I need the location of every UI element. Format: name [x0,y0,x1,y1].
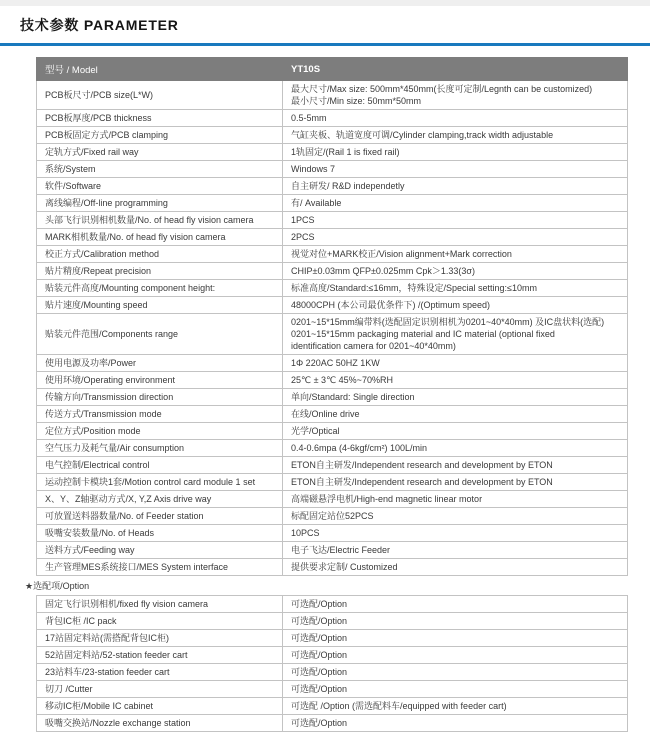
param-label-cell: 贴装元件范围/Components range [37,314,283,355]
param-value-line: ETON自主研发/Independent research and development by ETON [291,460,553,470]
table-row [37,355,628,372]
param-value-cell [283,423,628,440]
param-value-line: 标准高度/Standard:≤16mm，特殊设定/Special setting:≤10mm [291,283,537,293]
param-value-cell [283,559,628,576]
param-value-cell [283,508,628,525]
param-label-cell: 电气控制/Electrical control [37,457,283,474]
param-label-cell: 传送方式/Transmission mode [37,406,283,423]
param-label-cell: 使用电源及功率/Power [37,355,283,372]
param-value-cell [283,440,628,457]
param-value-cell [283,525,628,542]
table-row [37,664,628,681]
table-row [37,246,628,263]
param-label-cell: PCB板尺寸/PCB size(L*W) [37,81,283,110]
param-value-line: 2PCS [291,232,315,242]
table-row [37,525,628,542]
param-value-line: 可选配/Option [291,718,348,728]
param-value-line: 1轨固定/(Rail 1 is fixed rail) [291,147,400,157]
param-label-cell: 生产管理MES系统接口/MES System interface [37,559,283,576]
param-value-cell [283,355,628,372]
table-row [37,280,628,297]
param-label-cell: PCB板厚度/PCB thickness [37,110,283,127]
param-label-cell: 移动IC柜/Mobile IC cabinet [37,698,283,715]
param-value-line: 电子飞达/Electric Feeder [291,545,391,555]
param-value-line: 最小尺寸/Min size: 50mm*50mm [291,96,422,106]
option-section-label: ★选配项/Option [25,581,90,591]
param-value-line: 0201~15*15mm编带料(选配固定识别相机为0201~40*40mm) 及IC盘状料(选配) [291,317,605,327]
param-value-line: 0.4-0.6mpa (4-6kgf/cm²) 100L/min [291,443,428,453]
table-row [37,542,628,559]
param-label-cell: MARK相机数量/No. of head fly vision camera [37,229,283,246]
param-value-cell [283,263,628,280]
parameter-table-head [37,58,628,81]
param-value-cell [283,715,628,732]
model-header-value: YT10S [283,58,628,81]
title-underline [0,43,650,46]
param-label-cell: 传输方向/Transmission direction [37,389,283,406]
table-row [37,127,628,144]
param-value-cell [283,474,628,491]
param-value-cell [283,389,628,406]
param-value-line: 气缸夹板、轨道宽度可调/Cylinder clamping,track width adjustable [291,130,554,140]
param-label-cell: 定位方式/Position mode [37,423,283,440]
table-row [37,630,628,647]
param-value-line: 可选配/Option [291,633,348,643]
table-row [37,423,628,440]
table-row [37,474,628,491]
param-value-line: 可选配/Option [291,684,348,694]
top-edge-strip [0,0,650,6]
table-row [37,195,628,212]
param-label-cell: 使用环境/Operating environment [37,372,283,389]
param-value-cell [283,161,628,178]
model-header-label: 型号 / Model [37,58,283,81]
param-value-line: 可选配/Option [291,650,348,660]
param-value-line: 视觉对位+MARK校正/Vision alignment+Mark correction [291,249,512,259]
param-label-cell: 背包IC柜 /IC pack [37,613,283,630]
param-label-cell: 运动控制卡模块1套/Motion control card module 1 set [37,474,283,491]
param-value-cell [283,81,628,110]
table-row [37,144,628,161]
table-header-row [37,58,628,81]
parameter-table [36,57,628,576]
param-label-cell: 贴片精度/Repeat precision [37,263,283,280]
table-row [37,681,628,698]
param-value-cell [283,229,628,246]
param-value-line: 25℃ ± 3℃ 45%~70%RH [291,375,393,385]
table-row [37,212,628,229]
param-value-cell [283,457,628,474]
param-label-cell: 固定飞行识别相机/fixed fly vision camera [37,596,283,613]
param-value-line: ETON自主研发/Independent research and development by ETON [291,477,553,487]
param-value-cell [283,647,628,664]
param-label-cell: 离线编程/Off-line programming [37,195,283,212]
param-label-cell: 校正方式/Calibration method [37,246,283,263]
param-label-cell: 送料方式/Feeding way [37,542,283,559]
table-row [37,698,628,715]
param-value-line: 自主研发/ R&D independetly [291,181,405,191]
param-value-line: Windows 7 [291,164,336,174]
param-value-line: 1PCS [291,215,315,225]
table-row [37,81,628,110]
param-value-line: 在线/Online drive [291,409,360,419]
table-row [37,457,628,474]
table-row [37,110,628,127]
param-label-cell: X、Y、Z轴驱动方式/X, Y,Z Axis drive way [37,491,283,508]
param-label-cell: 空气压力及耗气量/Air consumption [37,440,283,457]
option-rows [37,596,628,732]
table-row [37,596,628,613]
param-label-cell: 系统/System [37,161,283,178]
param-value-cell [283,246,628,263]
table-row [37,491,628,508]
param-value-cell [283,406,628,423]
param-value-line: 可选配/Option [291,667,348,677]
param-value-line: 可选配/Option [291,616,348,626]
param-value-cell [283,681,628,698]
param-value-line: 最大尺寸/Max size: 500mm*450mm(长度可定制/Legnth can be customized) [291,84,593,94]
param-value-line: CHIP±0.03mm QFP±0.025mm Cpk＞1.33(3σ) [291,266,475,276]
param-value-cell [283,613,628,630]
table-row [37,715,628,732]
param-value-line: 有/ Available [291,198,342,208]
param-value-cell [283,195,628,212]
param-label-cell: 17站固定料站(需搭配背包IC柜) [37,630,283,647]
table-row [37,440,628,457]
param-label-cell: 头部飞行识别相机数量/No. of head fly vision camera [37,212,283,229]
param-value-cell [283,630,628,647]
param-value-line: 高端磁悬浮电机/High-end magnetic linear motor [291,494,483,504]
param-value-cell [283,372,628,389]
param-value-line: 1Φ 220AC 50HZ 1KW [291,358,380,368]
table-row [37,314,628,355]
param-value-cell [283,596,628,613]
table-row [37,406,628,423]
table-row [37,647,628,664]
param-label-cell: 可放置送料器数量/No. of Feeder station [37,508,283,525]
param-value-cell [283,314,628,355]
table-row [37,263,628,280]
param-value-cell [283,144,628,161]
param-label-cell: 贴片速度/Mounting speed [37,297,283,314]
option-table [36,595,628,732]
param-value-line: 光学/Optical [291,426,340,436]
table-row [37,161,628,178]
param-value-cell [283,280,628,297]
param-label-cell: 23站料车/23-station feeder cart [37,664,283,681]
table-row [37,559,628,576]
param-value-cell [283,127,628,144]
page-title: 技术参数 PARAMETER [20,17,179,33]
param-label-cell: 软件/Software [37,178,283,195]
param-value-cell [283,212,628,229]
table-row [37,613,628,630]
param-label-cell: 吸嘴交换站/Nozzle exchange station [37,715,283,732]
param-value-line: identification camera for 0201~40*40mm) [291,341,456,351]
param-value-cell [283,491,628,508]
parameter-table-container [36,57,650,576]
param-value-cell [283,297,628,314]
param-value-line: 0201~15*15mm packaging material and IC material (optional fixed [291,329,555,339]
param-value-line: 标配固定站位52PCS [291,511,374,521]
param-value-line: 10PCS [291,528,320,538]
table-row [37,508,628,525]
param-value-line: 48000CPH (本公司最优条件下) /(Optimum speed) [291,300,491,310]
table-row [37,229,628,246]
param-value-line: 单向/Standard: Single direction [291,392,415,402]
param-label-cell: 定轨方式/Fixed rail way [37,144,283,161]
param-value-line: 可选配/Option [291,599,348,609]
param-label-cell: 贴装元件高度/Mounting component height: [37,280,283,297]
param-value-line: 提供要求定制/ Customized [291,562,398,572]
param-label-cell: PCB板固定方式/PCB clamping [37,127,283,144]
table-row [37,178,628,195]
param-value-cell [283,542,628,559]
parameter-rows [37,81,628,576]
param-value-line: 0.5-5mm [291,113,327,123]
param-label-cell: 吸嘴安装数量/No. of Heads [37,525,283,542]
table-row [37,372,628,389]
table-row [37,297,628,314]
param-value-cell [283,178,628,195]
param-label-cell: 切刀 /Cutter [37,681,283,698]
option-table-container [36,595,650,732]
param-value-cell [283,664,628,681]
param-label-cell: 52站固定料站/52-station feeder cart [37,647,283,664]
param-value-cell [283,110,628,127]
param-value-cell [283,698,628,715]
param-value-line: 可选配 /Option (需选配料车/equipped with feeder cart) [291,701,507,711]
table-row [37,389,628,406]
